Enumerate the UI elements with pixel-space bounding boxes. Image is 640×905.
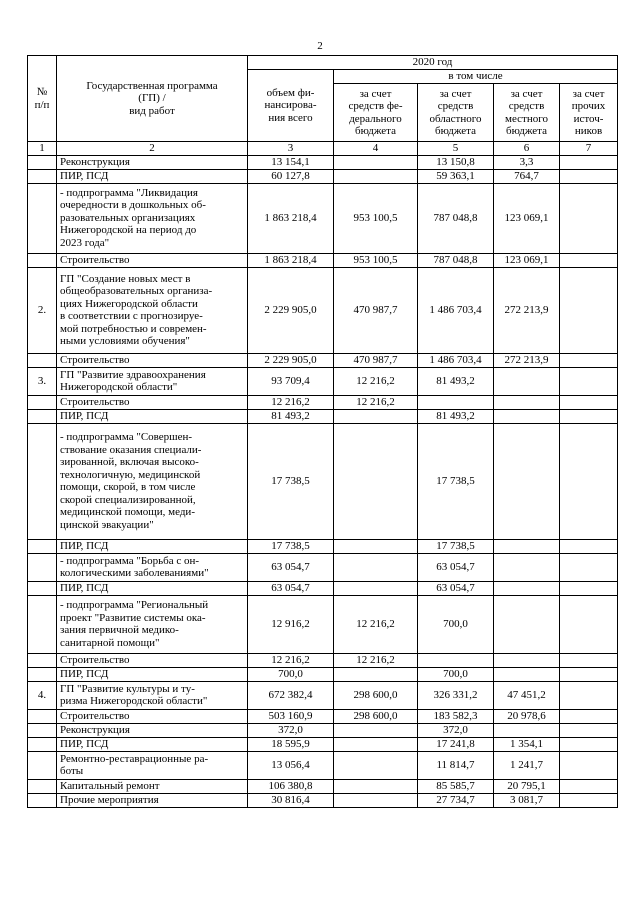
value-federal	[334, 793, 418, 807]
table-row	[28, 653, 618, 667]
value-local	[494, 367, 560, 395]
row-number	[28, 653, 57, 667]
value-total: 106 380,8	[248, 779, 334, 793]
header-regional: за счет средств областного бюджета	[418, 84, 494, 142]
value-local: 1 241,7	[494, 751, 560, 779]
index-cell: 5	[418, 142, 494, 156]
row-number	[28, 553, 57, 581]
row-number	[28, 353, 57, 367]
work-name: - подпрограмма "Региональный проект "Развитие системы ока- зания первичной медико- санитарной помощи"	[57, 595, 248, 653]
value-federal: 953 100,5	[334, 253, 418, 267]
value-other	[560, 793, 618, 807]
value-regional: 700,0	[418, 667, 494, 681]
value-federal	[334, 737, 418, 751]
value-regional: 372,0	[418, 723, 494, 737]
value-total: 2 229 905,0	[248, 267, 334, 353]
row-number	[28, 581, 57, 595]
row-number	[28, 709, 57, 723]
work-name: ПИР, ПСД	[57, 539, 248, 553]
row-number	[28, 183, 57, 253]
value-total: 93 709,4	[248, 367, 334, 395]
work-name: Капитальный ремонт	[57, 779, 248, 793]
value-local: 20 978,6	[494, 709, 560, 723]
value-total: 13 154,1	[248, 155, 334, 169]
table-row	[28, 709, 618, 723]
index-cell: 7	[560, 142, 618, 156]
value-regional: 17 241,8	[418, 737, 494, 751]
table-row	[28, 595, 618, 653]
value-federal	[334, 539, 418, 553]
table-row	[28, 737, 618, 751]
work-name: ГП "Создание новых мест в общеобразовательных организа- циях Нижегородской области в соответствии с прогнозируе- мой потребностью и современ- ными условиями обучения"	[57, 267, 248, 353]
table-row	[28, 353, 618, 367]
value-federal: 12 216,2	[334, 595, 418, 653]
row-number	[28, 423, 57, 539]
index-cell: 1	[28, 142, 57, 156]
value-regional: 85 585,7	[418, 779, 494, 793]
value-federal: 470 987,7	[334, 267, 418, 353]
value-other	[560, 267, 618, 353]
value-local	[494, 539, 560, 553]
value-total: 17 738,5	[248, 423, 334, 539]
row-number	[28, 737, 57, 751]
value-regional: 787 048,8	[418, 253, 494, 267]
value-regional: 13 150,8	[418, 155, 494, 169]
value-total: 672 382,4	[248, 681, 334, 709]
value-total: 63 054,7	[248, 553, 334, 581]
row-number	[28, 793, 57, 807]
table-row	[28, 395, 618, 409]
value-federal	[334, 667, 418, 681]
row-number: 3.	[28, 367, 57, 395]
value-regional: 27 734,7	[418, 793, 494, 807]
value-regional: 326 331,2	[418, 681, 494, 709]
row-number	[28, 155, 57, 169]
value-other	[560, 553, 618, 581]
row-number	[28, 723, 57, 737]
row-number	[28, 779, 57, 793]
value-federal	[334, 581, 418, 595]
value-other	[560, 253, 618, 267]
table-row	[28, 779, 618, 793]
table-header	[28, 56, 618, 156]
value-total: 63 054,7	[248, 581, 334, 595]
value-other	[560, 723, 618, 737]
header-federal: за счет средств фе- дерального бюджета	[334, 84, 418, 142]
value-other	[560, 183, 618, 253]
value-federal: 298 600,0	[334, 709, 418, 723]
value-local: 272 213,9	[494, 267, 560, 353]
header-including: в том числе	[334, 70, 618, 84]
row-number	[28, 409, 57, 423]
value-total: 1 863 218,4	[248, 183, 334, 253]
table-row	[28, 681, 618, 709]
work-name: Строительство	[57, 353, 248, 367]
value-federal: 12 216,2	[334, 395, 418, 409]
header-local: за счет средств местного бюджета	[494, 84, 560, 142]
header-other: за счет прочих источ- ников	[560, 84, 618, 142]
value-federal	[334, 155, 418, 169]
value-total: 372,0	[248, 723, 334, 737]
work-name: Прочие мероприятия	[57, 793, 248, 807]
value-local: 20 795,1	[494, 779, 560, 793]
table-row	[28, 183, 618, 253]
table-row	[28, 169, 618, 183]
row-number	[28, 253, 57, 267]
value-other	[560, 423, 618, 539]
row-number	[28, 395, 57, 409]
page-number: 2	[317, 40, 323, 52]
table-row	[28, 723, 618, 737]
work-name: ГП "Развитие культуры и ту- ризма Нижегородской области"	[57, 681, 248, 709]
value-regional	[418, 395, 494, 409]
index-cell: 3	[248, 142, 334, 156]
value-regional: 63 054,7	[418, 581, 494, 595]
value-total: 2 229 905,0	[248, 353, 334, 367]
value-regional: 1 486 703,4	[418, 353, 494, 367]
value-local	[494, 667, 560, 681]
value-regional: 700,0	[418, 595, 494, 653]
value-other	[560, 169, 618, 183]
value-regional: 59 363,1	[418, 169, 494, 183]
work-name: Строительство	[57, 709, 248, 723]
work-name: ПИР, ПСД	[57, 737, 248, 751]
value-local	[494, 409, 560, 423]
value-other	[560, 667, 618, 681]
value-federal	[334, 409, 418, 423]
value-regional: 81 493,2	[418, 409, 494, 423]
value-regional: 17 738,5	[418, 423, 494, 539]
work-name: ПИР, ПСД	[57, 409, 248, 423]
value-regional	[418, 653, 494, 667]
work-name: - подпрограмма "Ликвидация очередности в дошкольных об- разовательных организациях Нижегородской на период до 2023 года"	[57, 183, 248, 253]
work-name: - подпрограмма "Совершен- ствование оказания специали- зированной, включая высоко- технологичную, медицинской помощи, скорой, в том числе скорой специализированной, медицинской помощи, меди- цинской эвакуации"	[57, 423, 248, 539]
value-federal	[334, 553, 418, 581]
value-other	[560, 709, 618, 723]
budget-table	[27, 55, 618, 808]
value-total: 12 916,2	[248, 595, 334, 653]
value-local	[494, 723, 560, 737]
value-regional: 17 738,5	[418, 539, 494, 553]
value-other	[560, 353, 618, 367]
table-row	[28, 409, 618, 423]
row-number	[28, 751, 57, 779]
value-local	[494, 553, 560, 581]
table-row	[28, 793, 618, 807]
table-row	[28, 367, 618, 395]
row-number: 2.	[28, 267, 57, 353]
table-row	[28, 267, 618, 353]
value-other	[560, 681, 618, 709]
index-cell: 2	[57, 142, 248, 156]
work-name: Ремонтно-реставрационные ра- боты	[57, 751, 248, 779]
value-local: 764,7	[494, 169, 560, 183]
work-name: - подпрограмма "Борьба с он- кологическими заболеваниями"	[57, 553, 248, 581]
value-total: 13 056,4	[248, 751, 334, 779]
value-other	[560, 653, 618, 667]
work-name: Строительство	[57, 653, 248, 667]
header-col-program: Государственная программа (ГП) / вид работ	[57, 56, 248, 142]
work-name: ГП "Развитие здравоохранения Нижегородской области"	[57, 367, 248, 395]
table-row	[28, 423, 618, 539]
value-other	[560, 751, 618, 779]
value-federal: 298 600,0	[334, 681, 418, 709]
value-local	[494, 395, 560, 409]
value-regional: 787 048,8	[418, 183, 494, 253]
value-total: 60 127,8	[248, 169, 334, 183]
value-total: 700,0	[248, 667, 334, 681]
table-row	[28, 253, 618, 267]
value-regional: 11 814,7	[418, 751, 494, 779]
table-body	[28, 155, 618, 807]
value-total: 1 863 218,4	[248, 253, 334, 267]
row-number	[28, 539, 57, 553]
work-name: Реконструкция	[57, 155, 248, 169]
value-federal	[334, 751, 418, 779]
row-number	[28, 595, 57, 653]
value-total: 81 493,2	[248, 409, 334, 423]
value-local: 1 354,1	[494, 737, 560, 751]
value-other	[560, 367, 618, 395]
value-total: 17 738,5	[248, 539, 334, 553]
index-cell: 4	[334, 142, 418, 156]
value-regional: 183 582,3	[418, 709, 494, 723]
value-total: 18 595,9	[248, 737, 334, 751]
value-federal	[334, 779, 418, 793]
value-federal: 953 100,5	[334, 183, 418, 253]
value-local	[494, 423, 560, 539]
row-number: 4.	[28, 681, 57, 709]
table-row	[28, 667, 618, 681]
value-regional: 81 493,2	[418, 367, 494, 395]
value-federal: 12 216,2	[334, 653, 418, 667]
table-row	[28, 553, 618, 581]
value-federal	[334, 169, 418, 183]
value-other	[560, 595, 618, 653]
work-name: ПИР, ПСД	[57, 581, 248, 595]
value-regional: 63 054,7	[418, 553, 494, 581]
work-name: ПИР, ПСД	[57, 667, 248, 681]
work-name: Строительство	[57, 395, 248, 409]
table-row	[28, 539, 618, 553]
value-regional: 1 486 703,4	[418, 267, 494, 353]
value-other	[560, 155, 618, 169]
value-local: 3 081,7	[494, 793, 560, 807]
value-other	[560, 581, 618, 595]
value-total: 12 216,2	[248, 653, 334, 667]
value-other	[560, 409, 618, 423]
value-federal	[334, 723, 418, 737]
work-name: Реконструкция	[57, 723, 248, 737]
value-total: 503 160,9	[248, 709, 334, 723]
value-other	[560, 779, 618, 793]
value-total: 12 216,2	[248, 395, 334, 409]
value-local	[494, 581, 560, 595]
value-local	[494, 653, 560, 667]
value-local	[494, 595, 560, 653]
row-number	[28, 667, 57, 681]
value-other	[560, 539, 618, 553]
work-name: Строительство	[57, 253, 248, 267]
value-other	[560, 395, 618, 409]
value-federal: 12 216,2	[334, 367, 418, 395]
value-local: 3,3	[494, 155, 560, 169]
value-local: 47 451,2	[494, 681, 560, 709]
value-local: 123 069,1	[494, 253, 560, 267]
value-federal: 470 987,7	[334, 353, 418, 367]
value-federal	[334, 423, 418, 539]
header-total: объем фи- нансирова- ния всего	[248, 70, 334, 142]
value-local: 272 213,9	[494, 353, 560, 367]
table-row	[28, 155, 618, 169]
header-year: 2020 год	[248, 56, 618, 70]
work-name: ПИР, ПСД	[57, 169, 248, 183]
value-other	[560, 737, 618, 751]
index-cell: 6	[494, 142, 560, 156]
row-number	[28, 169, 57, 183]
value-local: 123 069,1	[494, 183, 560, 253]
table-row	[28, 751, 618, 779]
value-total: 30 816,4	[248, 793, 334, 807]
table-row	[28, 581, 618, 595]
header-col-number: № п/п	[28, 56, 57, 142]
